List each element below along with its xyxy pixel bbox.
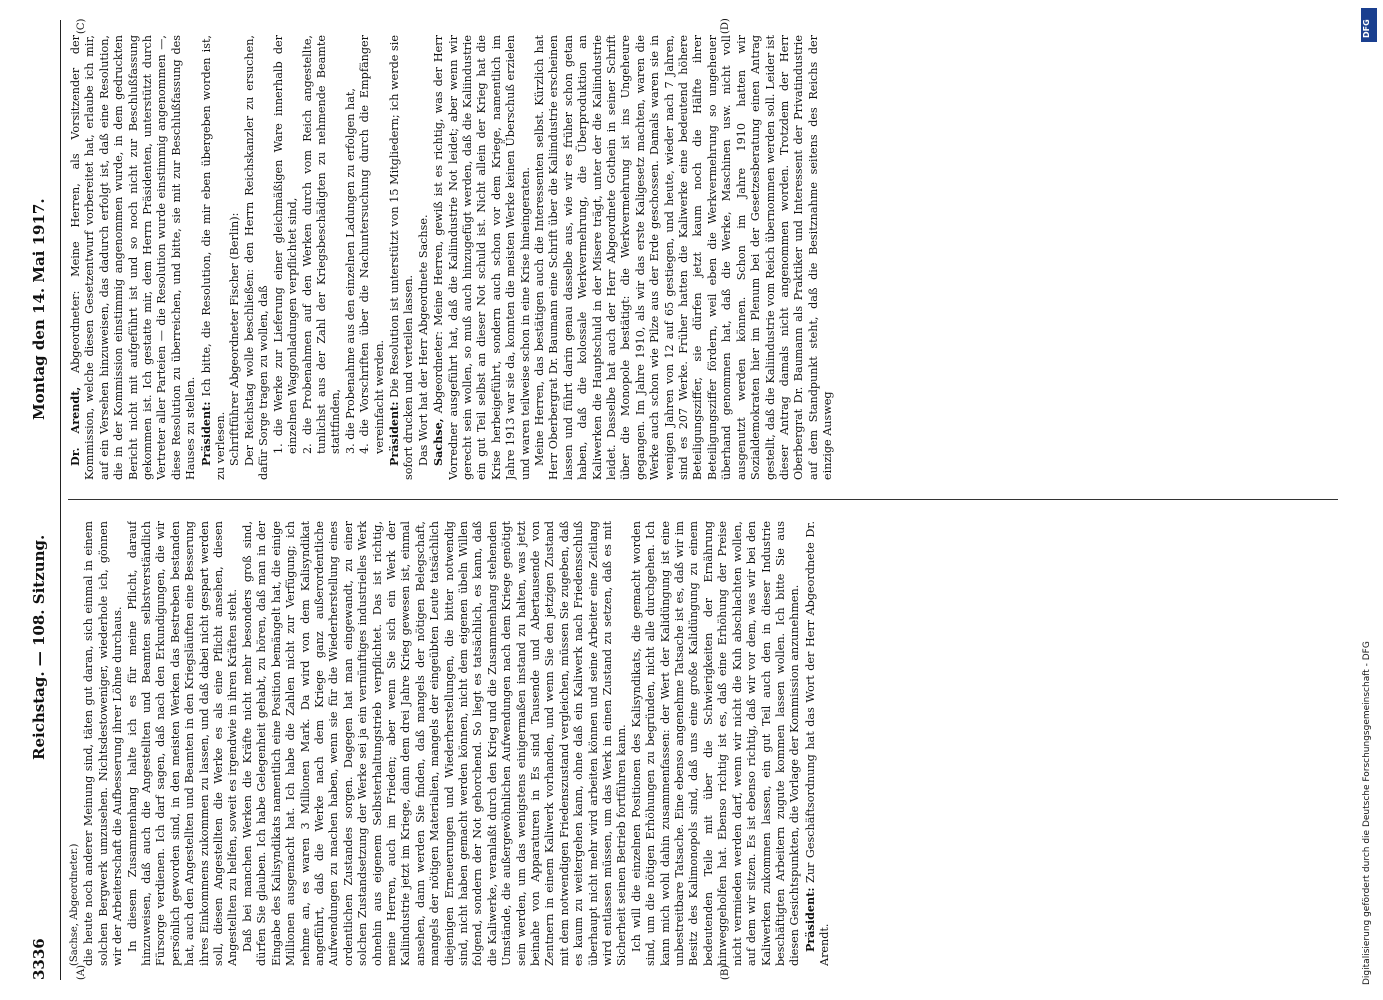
margin-marker-b: (B) [720, 964, 731, 980]
president-text: Ich bitte, die Resolution, die mir eben übergeben worden ist, zu verlesen. [199, 35, 228, 480]
speech-text: Abgeordneter: Meine Herren, gewiß ist es richtig, was der Herr Vorredner ausgeführt hat, daß die Kaliindustrie Not leidet; aber wenn wir gerecht sein wollen, so muß auch hinzugefügt werden, daß die Kaliindustrie ein gut Teil selbst an dieser Not schuld ist. Nicht allein der Krieg hat die Krise herbeigeführt, sondern auch schon vor dem Kriege, namentlich im Jahre 1913 war sie da, konnten die meisten Werke keinen Überschuß erzielen und waren teilweise schon in eine Krise hineingeraten. [432, 35, 532, 480]
dfg-logo [1361, 8, 1377, 42]
right-column [68, 35, 1348, 480]
president-remark [387, 35, 417, 480]
speaker-name: Dr. Arendt, [68, 386, 82, 466]
page-number: 3336 [30, 938, 48, 980]
speaker-name: Sachse, [431, 418, 446, 466]
resolution-list [272, 35, 387, 480]
margin-marker-c: (C) [76, 18, 87, 34]
president-remark [199, 35, 229, 480]
left-column [68, 521, 1348, 966]
resolution-intro: Der Reichstag wolle beschließen: den Herrn Reichskanzler zu ersuchen, dafür Sorge tragen zu wollen, daß [242, 35, 271, 480]
running-header [30, 20, 60, 980]
dfg-logo-text: DFG [1362, 19, 1371, 38]
resolution-item: 2. die Probenahmen auf den Werken durch vom Reich angestellte, tunlichst aus der Zahl der Kriegsbeschädigten zu nehmende Beamte stattfinden, [300, 35, 343, 454]
speaker-name: Präsident: [198, 401, 213, 466]
arendt-remark [68, 35, 199, 480]
president-text: Die Resolution ist unterstützt von 15 Mitgliedern; ich werde sie sofort drucken und verteilen lassen. [387, 35, 416, 480]
paragraph: In diesem Zusammenhang halte ich es für meine Pflicht, darauf hinzuweisen, daß auch die Angestellten und Beamten selbstverständlich Fürsorge verdienen. Ich darf sagen, daß nach den Erkundigungen, die wir persönlich geworden sind, in den meisten Werken das Bestreben bestanden hat, auch den Angestellten und Beamten in den Kriegsläuften eine Besserung ihres Einkommens zukommen zu lassen, und daß dabei nicht gespart werden soll, diesen Angestellten die Werke es als eine Pflicht ansehen, diesen Angestellten zu helfen, soweit es irgendwie in ihren Kräften steht. [125, 521, 240, 966]
speech-text: Abgeordneter: Meine Herren, als Vorsitzender der Kommission, welche diesen Gesetzentwurf vorbereitet hat, erlaube ich mir, auf ein Versehen hinzuweisen, das dadurch erfolgt ist, daß eine Resolution, die in der Kommission einstimmig angenommen wurde, in dem gedruckten Bericht nicht mit aufgeführt ist und so noch nicht zur Beschlußfassung gekommen ist. Ich gestatte mir, dem Herrn Präsidenten, unterstützt durch Vertreter aller Parteien — die Resolution wurde einstimmig angenommen —, diese Resolution zu überreichen, und bitte, sie mit zur Beschlußfassung des Hauses zu stellen. [69, 35, 198, 480]
header-rule [60, 20, 61, 980]
secretary-intro: Schriftführer Abgeordneter Fischer (Berlin): [228, 212, 242, 466]
sachse-remark [431, 35, 533, 480]
resolution-item: 4. die Vorschriften über die Nachuntersuchung durch die Empfänger vereinfacht werden. [358, 35, 386, 454]
header-left-title: Reichstag. — 108. Sitzung. [30, 534, 48, 760]
speaker-name: Präsident: [386, 401, 401, 466]
president-text: Zur Geschäftsordnung hat das Wort der Herr Abgeordnete Dr. Arendt. [803, 521, 832, 966]
resolution-item: 3. die Probenahme aus den einzelnen Ladungen zu erfolgen hat, [343, 88, 357, 454]
paragraph: Meine Herren, das bestätigen auch die Interessenten selbst. Kürzlich hat Herr Oberbergrat Dr. Baumann eine Schrift über die Kaliindustrie erscheinen lassen und führt darin genau dasselbe aus, wie wir es früher schon getan haben, daß die kolossale Werkvermehrung, die Überproduktion an Kaliwerken die Hauptschuld in der Misere trägt, unter der die Kaliindustrie leidet. Dasselbe hat auch der Herr Abgeordnete Gothein in seiner Schrift über die Monopole bestätigt: die Werkvermehrung ist ins Ungeheure gegangen. Im Jahre 1910, als wir das erste Kaligesetz machten, waren die Werke auch schon wie Pilze aus der Erde geschossen. Damals waren sie in wenigen Jahren von 12 auf 65 gestiegen, und heute, wieder nach 7 Jahren, sind es 207 Werke. Früher hatten die Kaliwerke eine bedeutend höhere Beteiligungsziffer, sie dürfen jetzt kaum noch die Hälfte ihrer Beteiligungsziffer fördern, weil eben die Werkvermehrung so ungeheuer überhand genommen hat, daß die Werke, Maschinen usw. nicht voll ausgenutzt werden können. Schon im Jahre 1910 hatten wir Sozialdemokraten hier im Plenum bei der Gesetzesberatung einen Antrag gestellt, daß die Kaliindustrie vom Reich übernommen werden soll. Leider ist dieser Antrag damals nicht angenommen worden. Trotzdem der Herr Oberbergrat Dr. Baumann als Praktiker und Interessent der Privatindustrie auf dem Standpunkt steht, daß die Besitznahme seitens des Reichs der einzige Ausweg [533, 35, 835, 480]
margin-marker-d: (D) [720, 18, 731, 34]
paragraph: die heute noch anderer Meinung sind, täten gut daran, sich einmal in einem solchen Bergwerk umzusehen. Nichtsdestoweniger, wiederhole ich, gönnen wir der Arbeiterschaft die Aufbesserung ihrer Löhne durchaus. [82, 521, 125, 966]
column-divider [68, 499, 1338, 500]
margin-marker-a: (A) [76, 964, 87, 980]
speaker-name: Präsident: [802, 887, 817, 952]
speaker-tag: (Sachse, Abgeordneter.) [69, 843, 80, 966]
paragraph: Ich will die einzelnen Positionen des Kalisyndikats, die gemacht worden sind, um die nötigen Erhöhungen zu begründen, nicht alle durchgehen. Ich kann mich wohl dahin zusammenfassen: der Wert der Kalidüngung ist eine unbestreitbare Tatsache. Eine ebenso angenehme Tatsache ist es, daß wir im Besitz des Kalimonopols sind, daß uns eine große Kalidüngung zu einem bedeutenden Teile mit über die Schwierigkeiten der Ernährung hinweggeholfen hat. Ebenso richtig ist es, daß eine Erhöhung der Preise nicht vermieden werden darf, wenn wir nicht die Kuh abschlachten wollen, auf dem wir sitzen. Es ist ebenso richtig, daß wir vor dem, was wir bei den Kaliwerken zukommen lassen, ein gut Teil auch den in dieser Industrie beschäftigten Arbeitern zugute kommen lassen wollen. Ich bitte Sie aus diesen Gesichtspunkten, die Vorlage der Kommission anzunehmen. [629, 521, 802, 966]
digitization-credit: Digitalisierung gefördert durch die Deutsche Forschungsgemeinschaft - DFG [1362, 641, 1372, 985]
floor-note: Das Wort hat der Herr Abgeordnete Sachse. [416, 214, 430, 466]
paragraph: Daß bei manchen Werken die Kräfte nicht mehr besonders groß sind, dürfen Sie glauben. Ich habe Gelegenheit gehabt, zu hören, daß man in der Eingabe des Kalisyndikats namentlich eine Position bemängelt hat, die einige Millionen ausgemacht hat. Ich habe die Zahlen nicht zur Verfügung; ich nehme an, es waren 3 Millionen Mark. Da wird von dem Kalisyndikat angeführt, daß die Werke nach dem Kriege ganz außerordentliche Aufwendungen zu machen haben, wenn sie für die Wiederherstellung eines ordentlichen Zustandes sorgen. Dagegen hat man eingewandt, zu einer solchen Zustandsetzung der Werke sei ja ein vernünftiges industrielles Werk ohnehin aus eigenem Selbsterhaltungstrieb verpflichtet. Das ist richtig, meine Herren, auch im Frieden; aber wenn Sie sich ein Werk der Kaliindustrie jetzt im Kriege, dann dem drei Jahre Krieg gewesen ist, einmal ansehen, dann werden Sie finden, daß mangels der nötigen Belegschaft, mangels der nötigen Materialien, mangels der eingeübten Leute tatsächlich diejenigen Erneuerungen und Wiederherstellungen, die bitter notwendig sind, nicht haben gemacht werden können, nicht dem eigenen übeln Willen folgend, sondern der Not gehorchend. So liegt es tatsächlich, es kann, daß die Kaliwerke, veranlaßt durch den Krieg und die Zusammenhang stehenden Umstände, die außergewöhnlichen Aufwendungen nach dem Kriege genötigt sein werden, um das wenigstens einigermaßen instand zu halten, was jetzt beinahe von Apparaturen in Es sind Tausende und Abertausende von Zentnern in einem Kaliwerk vorhanden, und wenn Sie den jetzigen Zustand mit dem notwendigen Friedenszustand vergleichen, müssen Sie zugeben, daß es kaum zu weitergehen kann, ohne daß ein Kaliwerk nach Friedensschluß überhaupt nicht mehr wird arbeiten können und seine Arbeiter eine Zeitlang wird entlassen müssen, um das Werk in einen Zustand zu setzen, daß es mit Sicherheit seinen Betrieb fortführen kann. [240, 521, 629, 966]
header-right-title: Montag den 14. Mai 1917. [30, 198, 48, 420]
president-remark [803, 521, 833, 966]
rotated-page-content [20, 20, 1360, 980]
resolution-item: 1. die Werke zur Lieferung einer gleichmäßigen Ware innerhalb der einzelnen Waggonladungen verpflichtet sind, [271, 35, 300, 454]
